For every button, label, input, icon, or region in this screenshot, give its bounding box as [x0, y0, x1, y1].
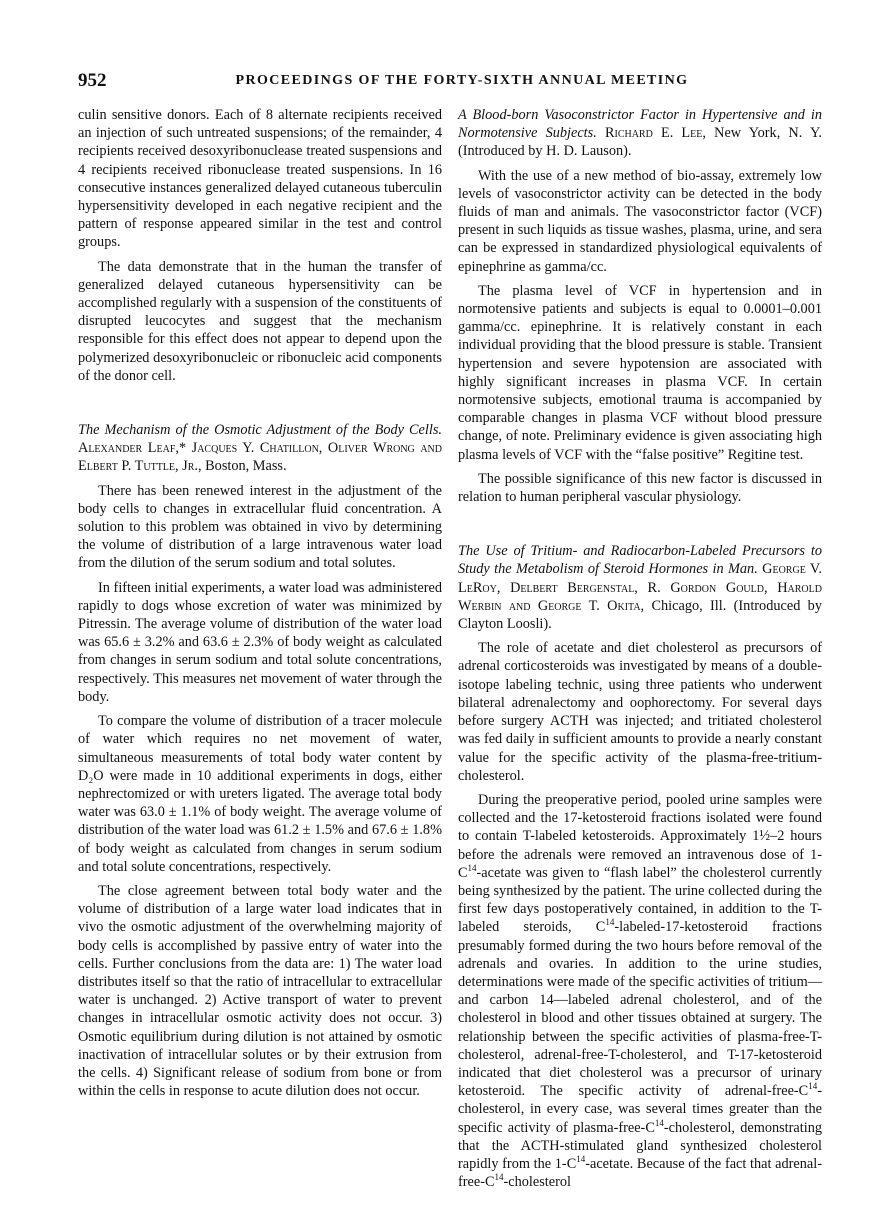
isotope-superscript: 14 — [467, 862, 477, 873]
abstract-title: The Mechanism of the Osmotic Adjustment of the Body Cells. — [78, 422, 442, 439]
continuation-paragraph: culin sensitive donors. Each of 8 alternate recipients received an injection of such untreated suspensions; of the remainder, 4 recipients received desoxyribonuclease treated suspensions and 4 recipients received ribonuclease treated suspensions. In 16 consecutive instances generalized delayed cutaneous tuberculin hypersensitivity developed in each negative recipient and the pattern of response appeared similar in the test and control groups. — [78, 107, 442, 251]
text-run: -cholesterol — [503, 1174, 571, 1191]
text-run: During the preoperative period, pooled urine samples were collected and the 17-ketosteroid fractions isolated were found to contain T-labeled ketosteroids. Approximately 1½–2 hours before the adrenals were removed an intravenous dose of 1-C — [458, 791, 822, 881]
running-title: PROCEEDINGS OF THE FORTY-SIXTH ANNUAL MEETING — [235, 73, 689, 88]
left-column — [78, 106, 442, 1100]
abstract-authors: George V. LeRoy, Delbert Bergenstal, R. Gordon Gould, Harold Werbin and George T. Okita, — [458, 561, 822, 614]
isotope-superscript: 14 — [654, 1117, 664, 1128]
text-run: -acetate. Because of the fact that adrenal-free-C — [458, 1155, 822, 1191]
abstract-paragraph: The plasma level of VCF in hypertension and in normotensive patients and subjects is equal to 0.0001–0.001 gamma/cc. epinephrine. It is relatively constant in each individual providing that the blood pressure is stable. Transient hypertension and severe hypotension are associated with highly significant increases in plasma VCF. In certain normotensive subjects, emotional trauma is accompanied by comparable changes in plasma VCF without blood pressure change, of note. Preliminary evidence is given associating high plasma levels of VCF with the “false positive” Regitine test. — [458, 282, 822, 463]
abstract-paragraph: The close agreement between total body water and the volume of distribution of a large water load indicates that in vivo the osmotic adjustment of the overwhelming majority of body cells is accomplished by passive entry of water into the cells. Further conclusions from the data are: 1) The water load distributes itself so that the ratio of intracellular to extracellular water is unchanged. 2) Active transport of water to prevent changes in intracellular osmotic activity does not occur. 3) Osmotic equilibrium during dilution is not attained by osmotic inactivation of intracellular solutes or by their extrusion from the cells. 4) Significant release of sodium from bone or from within the cells in response to acute dilution does not occur. — [78, 882, 442, 1100]
abstract-paragraph — [458, 791, 822, 1191]
text-run: -acetate was given to “flash label” the cholesterol currently being synthesized by the patient. The urine collected during the first few days postoperatively contained, in addition to the T-labeled steroids, C — [458, 864, 822, 936]
text-run: -cholesterol, demonstrating that the ACTH-stimulated gland synthesized cholesterol rapidly from the 1-C — [458, 1119, 822, 1172]
continuation-paragraph: The data demonstrate that in the human the transfer of generalized delayed cutaneous hypersensitivity can be accomplished regularly with a suspension of the constituents of disrupted leucocytes and suggest that the mechanism responsible for this effect does not appear to depend upon the polymerized desoxyribonucleic or ribonucleic acid components of the donor cell. — [78, 258, 442, 384]
isotope-superscript: 14 — [605, 917, 615, 928]
page-number: 952 — [78, 70, 107, 91]
abstract-heading — [458, 542, 822, 633]
abstract-location: Boston, Mass. — [205, 458, 287, 475]
abstract-paragraph: In fifteen initial experiments, a water load was administered rapidly to dogs whose excretion of water was minimized by Pitressin. The average volume of distribution of the water load was 65.6 ± 3.2% and 63.6 ± 2.3% of body weight as calculated from changes in serum sodium and total solute concentrations, respectively. This measures net movement of water through the body. — [78, 579, 442, 705]
text-run: -cholesterol, in every case, was several times greater than the specific activity of plasma-free-C — [458, 1083, 822, 1136]
abstract-paragraph: With the use of a new method of bio-assay, extremely low levels of vasoconstrictor activity can be detected in the body fluids of man and animals. The vasoconstrictor factor (VCF) present in such liquids as tissue washes, plasma, urine, and sera can be expressed in standardized physiological equivalents of epinephrine as gamma/cc. — [458, 167, 822, 275]
abstract-heading — [458, 106, 822, 161]
abstract-title: The Use of Tritium- and Radiocarbon-Labeled Precursors to Study the Metabolism of Steroid Hormones in Man. — [458, 543, 822, 578]
isotope-superscript: 14 — [576, 1154, 586, 1165]
abstract-authors: Alexander Leaf,* Jacques Y. Chatillon, Oliver Wrong and Elbert P. Tuttle, Jr., — [78, 440, 442, 475]
isotope-superscript: 14 — [808, 1081, 818, 1092]
abstract-paragraph: The possible significance of this new factor is discussed in relation to human peripheral vascular physiology. — [458, 470, 822, 506]
abstract-paragraph: There has been renewed interest in the adjustment of the body cells to changes in extracellular fluid concentration. A solution to this problem was obtained in vivo by determining the volume of distribution of a large intravenous water load from the dilution of the serum sodium and total solutes. — [78, 482, 442, 572]
abstract-paragraph: The role of acetate and diet cholesterol as precursors of adrenal corticosteroids was investigated by means of a double-isotope labeling technic, using three patients who underwent bilateral adrenalectomy and oophorectomy. For several days before surgery ACTH was injected; and tritiated cholesterol was fed daily in sufficient amounts to provide a nearly constant value for the specific activity of the plasma-free-tritium-cholesterol. — [458, 640, 822, 784]
abstract-location: New York, N. Y. (Introduced by H. D. Lauson). — [458, 125, 822, 160]
page-header — [78, 70, 846, 94]
abstract-location: Chicago, Ill. (Introduced by Clayton Loosli). — [458, 597, 822, 633]
abstract-authors: Richard E. Lee, — [604, 125, 706, 142]
isotope-superscript: 14 — [494, 1172, 504, 1183]
right-column — [458, 106, 822, 1191]
text-run: -labeled-17-ketosteroid fractions presumably formed during the two hours before removal of the adrenals and ovaries. In addition to the urine studies, determinations were made of the specific activities of tritium—and carbon 14—labeled adrenal cholesterol, and of the cholesterol in blood and other tissues obtained at surgery. The relationship between the specific activities of plasma-free-T-cholesterol, adrenal-free-T-cholesterol, and T-17-ketosteroid indicated that diet cholesterol was a precursor of urinary ketosteroid. The specific activity of adrenal-free-C — [458, 919, 823, 1100]
abstract-title: A Blood-born Vasoconstrictor Factor in Hypertensive and in Normotensive Subjects. — [458, 107, 822, 142]
abstract-paragraph: To compare the volume of distribution of a tracer molecule of water which requires no net movement of water, simultaneous measurements of total body water content by D₂O were made in 10 additional experiments in dogs, either nephrectomized or with ureters ligated. The average total body water was 63.0 ± 1.1% of body weight. The average volume of distribution of the water load was 61.2 ± 1.5% and 67.6 ± 1.8% of body weight as calculated from changes in serum sodium and total solute concentrations, respectively. — [78, 713, 442, 875]
abstract-heading — [78, 421, 442, 476]
